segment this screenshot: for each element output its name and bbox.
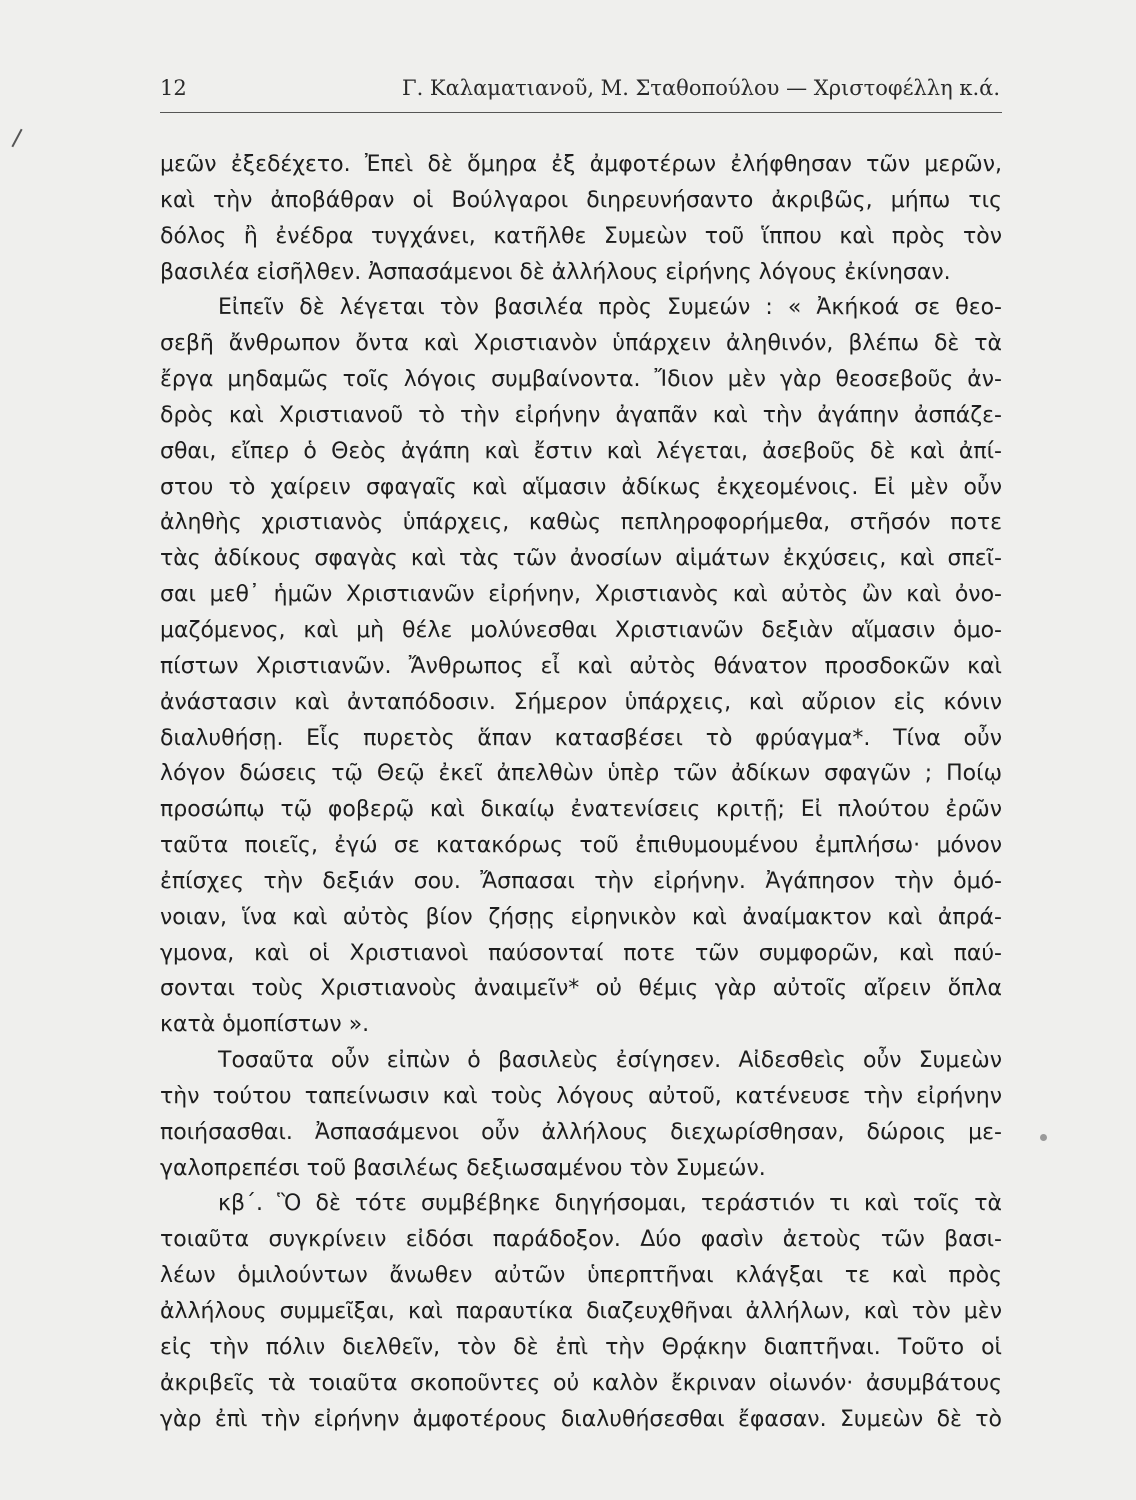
- text-line: λόγον δώσεις τῷ Θεῷ ἐκεῖ ἀπελθὼν ὑπὲρ τῶν ἀδίκων σφαγῶν ; Ποίῳ: [160, 761, 1002, 787]
- text-line: προσώπῳ τῷ φοβερῷ καὶ δικαίῳ ἐνατενίσεις κριτῇ; Εἰ πλούτου ἐρῶν: [160, 797, 1002, 823]
- text-line: εἰς τὴν πόλιν διελθεῖν, τὸν δὲ ἐπὶ τὴν Θρᾴκην διαπτῆναι. Τοῦτο οἱ: [160, 1334, 1002, 1360]
- text-line: μαζόμενος, καὶ μὴ θέλε μολύνεσθαι Χριστιανῶν δεξιὰν αἵμασιν ὁμο-: [160, 617, 1002, 643]
- text-line: δόλος ἢ ἐνέδρα τυγχάνει, κατῆλθε Συμεὼν τοῦ ἵππου καὶ πρὸς τὸν: [160, 223, 1002, 249]
- text-line: πίστων Χριστιανῶν. Ἄνθρωπος εἶ καὶ αὐτὸς θάνατον προσδοκῶν καὶ: [160, 653, 1002, 679]
- text-line: κατὰ ὁμοπίστων ».: [160, 1012, 370, 1038]
- text-line: ταῦτα ποιεῖς, ἐγώ σε κατακόρως τοῦ ἐπιθυμουμένου ἐμπλήσω· μόνον: [160, 833, 1002, 859]
- text-line: Εἰπεῖν δὲ λέγεται τὸν βασιλέα πρὸς Συμεών : « Ἀκήκοά σε θεο-: [218, 295, 1002, 321]
- running-title: Γ. Καλαματιανοῦ, Μ. Σταθοπούλου — Χριστοφέλλη κ.ά.: [402, 76, 1000, 100]
- text-line: ἀνάστασιν καὶ ἀνταπόδοσιν. Σήμερον ὑπάρχεις, καὶ αὔριον εἰς κόνιν: [160, 689, 1002, 715]
- page-number: 12: [160, 76, 187, 100]
- text-line: στου τὸ χαίρειν σφαγαῖς καὶ αἵμασιν ἀδίκως ἐκχεομένοις. Εἰ μὲν οὖν: [160, 474, 1002, 500]
- text-line: ποιήσασθαι. Ἀσπασάμενοι οὖν ἀλλήλους διεχωρίσθησαν, δώροις με-: [160, 1119, 1002, 1145]
- text-line: τοιαῦτα συγκρίνειν εἰδόσι παράδοξον. Δύο φασὶν ἀετοὺς τῶν βασι-: [160, 1227, 1002, 1253]
- margin-dot: [1040, 1134, 1047, 1141]
- pen-mark: [11, 129, 22, 148]
- text-line: γαλοπρεπέσι τοῦ βασιλέως δεξιωσαμένου τὸν Συμεών.: [160, 1155, 766, 1181]
- text-line: γὰρ ἐπὶ τὴν εἰρήνην ἀμφοτέρους διαλυθήσεσθαι ἔφασαν. Συμεὼν δὲ τὸ: [160, 1406, 1002, 1432]
- text-line: ἔργα μηδαμῶς τοῖς λόγοις συμβαίνοντα. Ἴδιον μὲν γὰρ θεοσεβοῦς ἀν-: [160, 367, 1002, 393]
- text-line: ἀλλήλους συμμεῖξαι, καὶ παραυτίκα διαζευχθῆναι ἀλλήλων, καὶ τὸν μὲν: [160, 1299, 1002, 1324]
- text-line: Τοσαῦτα οὖν εἰπὼν ὁ βασιλεὺς ἐσίγησεν. Αἰδεσθεὶς οὖν Συμεὼν: [218, 1048, 1002, 1074]
- text-line: ἐπίσχες τὴν δεξιάν σου. Ἄσπασαι τὴν εἰρήνην. Ἀγάπησον τὴν ὁμό-: [160, 868, 1002, 894]
- page-header: [160, 74, 1002, 106]
- text-line: διαλυθήσῃ. Εἷς πυρετὸς ἅπαν κατασβέσει τὸ φρύαγμα*. Τίνα οὖν: [160, 725, 1002, 751]
- text-line: δρὸς καὶ Χριστιανοῦ τὸ τὴν εἰρήνην ἀγαπᾶν καὶ τὴν ἀγάπην ἀσπάζε-: [160, 402, 1002, 428]
- text-line: λέων ὁμιλούντων ἄνωθεν αὐτῶν ὑπερπτῆναι κλάγξαι τε καὶ πρὸς: [160, 1263, 1002, 1289]
- text-line: νοιαν, ἵνα καὶ αὐτὸς βίον ζήσῃς εἰρηνικὸν καὶ ἀναίμακτον καὶ ἀπρά-: [160, 904, 1002, 930]
- text-line: κβ΄. Ὃ δὲ τότε συμβέβηκε διηγήσομαι, τεράστιόν τι καὶ τοῖς τὰ: [218, 1191, 1002, 1217]
- text-line: καὶ τὴν ἀποβάθραν οἱ Βούλγαροι διηρευνήσαντο ἀκριβῶς, μήπω τις: [160, 187, 1002, 213]
- text-line: ἀκριβεῖς τὰ τοιαῦτα σκοποῦντες οὐ καλὸν ἔκριναν οἰωνόν· ἀσυμβάτους: [160, 1370, 1002, 1396]
- text-line: βασιλέα εἰσῆλθεν. Ἀσπασάμενοι δὲ ἀλλήλους εἰρήνης λόγους ἐκίνησαν.: [160, 259, 951, 285]
- text-line: τὰς ἀδίκους σφαγὰς καὶ τὰς τῶν ἀνοσίων αἱμάτων ἐκχύσεις, καὶ σπεῖ-: [160, 546, 1002, 572]
- text-line: μεῶν ἐξεδέχετο. Ἐπεὶ δὲ ὅμηρα ἐξ ἀμφοτέρων ἐλήφθησαν τῶν μερῶν,: [160, 152, 1002, 177]
- header-rule: [160, 112, 1002, 113]
- text-line: σονται τοὺς Χριστιανοὺς ἀναιμεῖν* οὐ θέμις γὰρ αὐτοῖς αἴρειν ὅπλα: [160, 976, 1002, 1002]
- text-line: σθαι, εἴπερ ὁ Θεὸς ἀγάπη καὶ ἔστιν καὶ λέγεται, ἀσεβοῦς δὲ καὶ ἀπί-: [160, 438, 1002, 464]
- text-line: γμονα, καὶ οἱ Χριστιανοὶ παύσονταί ποτε τῶν συμφορῶν, καὶ παύ-: [160, 940, 1002, 966]
- text-line: σαι μεθ᾽ ἡμῶν Χριστιανῶν εἰρήνην, Χριστιανὸς καὶ αὐτὸς ὢν καὶ ὀνο-: [160, 582, 1002, 608]
- text-line: σεβῆ ἄνθρωπον ὄντα καὶ Χριστιανὸν ὑπάρχειν ἀληθινόν, βλέπω δὲ τὰ: [160, 331, 1002, 357]
- text-line: ἀληθὴς χριστιανὸς ὑπάρχεις, καθὼς πεπληροφορήμεθα, στῆσόν ποτε: [160, 510, 1002, 536]
- text-line: τὴν τούτου ταπείνωσιν καὶ τοὺς λόγους αὐτοῦ, κατένευσε τὴν εἰρήνην: [160, 1083, 1002, 1109]
- body-text: [160, 147, 1002, 1437]
